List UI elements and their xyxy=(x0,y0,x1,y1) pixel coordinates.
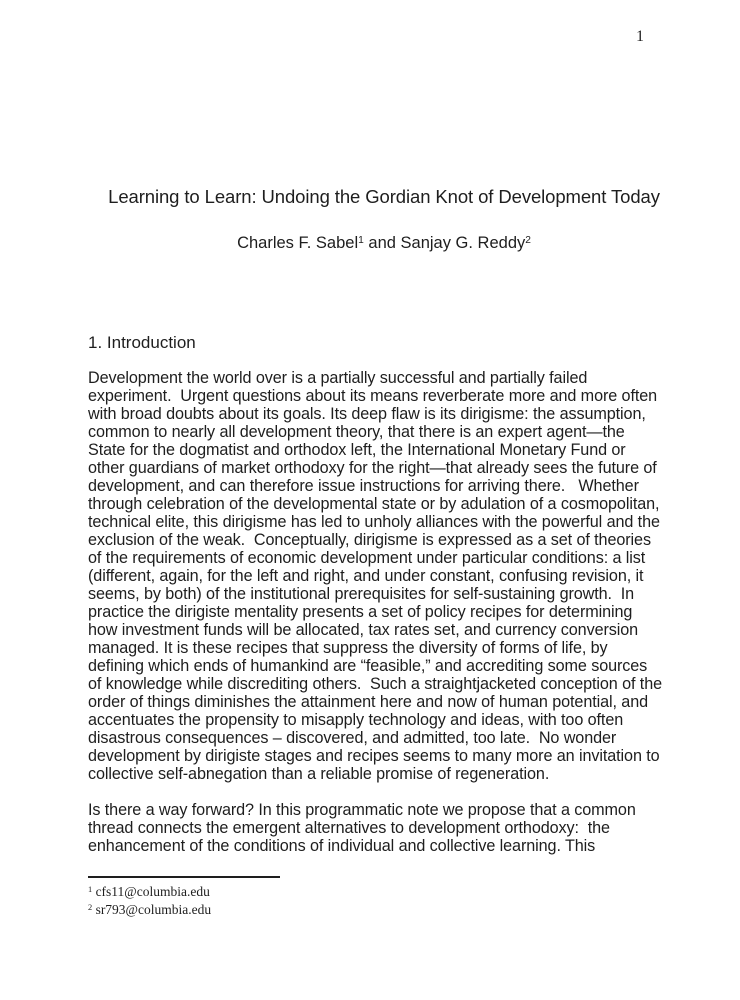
author-name: Charles F. Sabel xyxy=(237,234,359,252)
text-line: Is there a way forward? In this programmatic note we propose that a common xyxy=(88,801,636,819)
text-line: order of things diminishes the attainment here and now of human potential, and xyxy=(88,693,649,711)
footnote-email: cfs11@columbia.edu xyxy=(92,884,210,899)
text-line: development by dirigiste stages and recipes seems to many more an invitation to xyxy=(88,747,660,765)
paragraph xyxy=(88,801,662,855)
text-line: (different, again, for the left and right, and under constant, confusing revision, it xyxy=(88,567,644,585)
footnotes xyxy=(88,883,211,919)
text-line: how investment funds will be allocated, tax rates set, and currency conversion xyxy=(88,621,639,639)
text-line: development, and can therefore issue instructions for arriving there. Whether xyxy=(88,477,639,495)
footnote xyxy=(88,883,211,901)
page-number: 1 xyxy=(636,28,644,45)
text-line: thread connects the emergent alternatives to development orthodoxy: the xyxy=(88,819,610,837)
text-line: through celebration of the developmental state or by adulation of a cosmopolitan, xyxy=(88,495,660,513)
text-line: with broad doubts about its goals. Its deep flaw is its dirigisme: the assumption, xyxy=(88,405,646,423)
paper-title: Learning to Learn: Undoing the Gordian Knot of Development Today xyxy=(108,186,660,207)
text-line: managed. It is these recipes that suppress the diversity of forms of life, by xyxy=(88,639,608,657)
text-line: of knowledge while discrediting others. Such a straightjacketed conception of the xyxy=(88,675,662,693)
text-line: other guardians of market orthodoxy for the right—that already sees the future of xyxy=(88,459,657,477)
footnote-marker: 1 xyxy=(88,885,93,895)
text-line: of the requirements of economic development under particular conditions: a list xyxy=(88,549,646,567)
footnote-reference: 2 xyxy=(525,235,531,247)
text-line: exclusion of the weak. Conceptually, dirigisme is expressed as a set of theories xyxy=(88,531,651,549)
text-line: accentuates the propensity to misapply technology and ideas, with too often xyxy=(88,711,624,729)
body-text xyxy=(88,369,662,873)
text-line: enhancement of the conditions of individual and collective learning. This xyxy=(88,837,596,855)
text-line: defining which ends of humankind are “feasible,” and accrediting some sources xyxy=(88,657,648,675)
text-line: practice the dirigiste mentality presents a set of policy recipes for determining xyxy=(88,603,633,621)
text-line: seems, by both) of the institutional prerequisites for self-sustaining growth. In xyxy=(88,585,635,603)
author-line xyxy=(74,234,694,253)
text-line: disastrous consequences – discovered, and admitted, too late. No wonder xyxy=(88,729,617,747)
footnote-marker: 2 xyxy=(88,903,93,913)
footnote xyxy=(88,901,211,919)
footnote-separator xyxy=(88,876,280,878)
text-line: State for the dogmatist and orthodox left, the International Monetary Fund or xyxy=(88,441,626,459)
text-line: technical elite, this dirigisme has led to unholy alliances with the powerful and the xyxy=(88,513,660,531)
text-line: Development the world over is a partially successful and partially failed xyxy=(88,369,588,387)
text-line: common to nearly all development theory, that there is an expert agent—the xyxy=(88,423,625,441)
footnote-email: sr793@columbia.edu xyxy=(92,902,212,917)
author-name: and Sanjay G. Reddy xyxy=(363,234,526,252)
section-heading: 1. Introduction xyxy=(88,333,196,352)
text-line: collective self-abnegation than a reliable promise of regeneration. xyxy=(88,765,550,783)
paragraph xyxy=(88,369,662,783)
footnote-reference: 1 xyxy=(358,235,364,247)
text-line: experiment. Urgent questions about its means reverberate more and more often xyxy=(88,387,658,405)
